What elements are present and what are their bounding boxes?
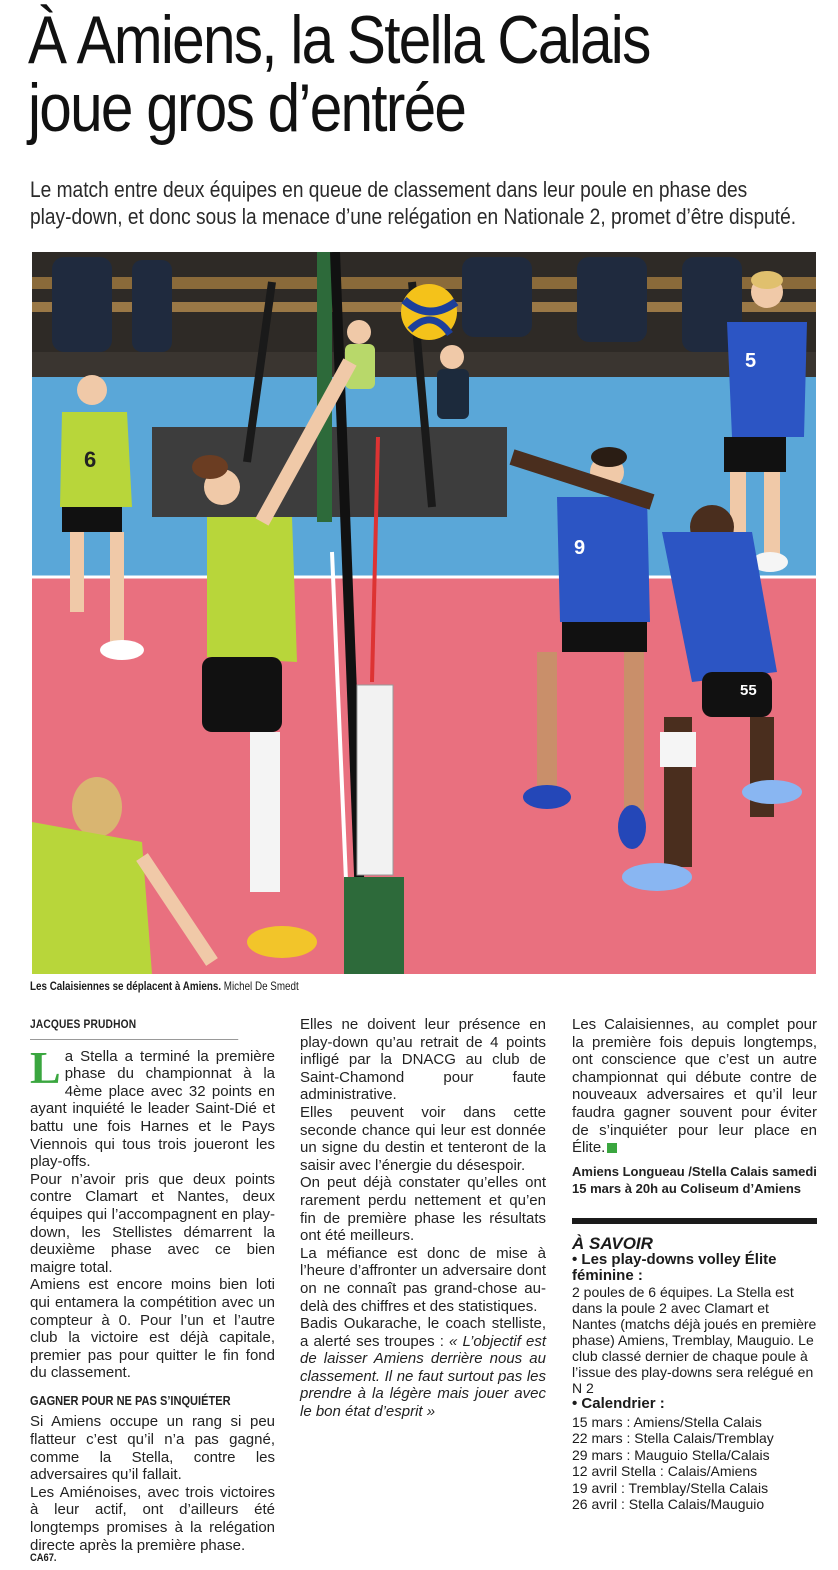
headline — [28, 2, 716, 146]
paragraph-1-text: a Stella a terminé la première phase du championnat à la 4ème place avec 32 points en ayant inquiété le leader Saint-Dié et battu une fois Harnes et le Pays Viennois qui tous trois joueront les play-offs. — [30, 1047, 275, 1171]
headline-line-2: joue gros d’entrée — [28, 70, 466, 146]
jersey-number-6: 6 — [84, 447, 97, 472]
page-reference: CA67. — [30, 1552, 57, 1564]
volleyball-photo — [32, 252, 816, 974]
match-info: Amiens Longueau /Stella Calais samedi 15 mars à 20h au Coliseum d’Amiens — [572, 1163, 817, 1196]
net-post — [357, 685, 393, 875]
paragraph-10 — [300, 1315, 546, 1421]
caption-text: Les Calaisiennes se déplacent à Amiens. — [30, 979, 222, 993]
byline: JACQUES PRUDHON — [30, 1016, 238, 1040]
paragraph-7: Elles peuvent voir dans cette seconde chance qui leur est donnée un signe du destin et tenteront de la saisir avec l’énergie du désespoir. — [300, 1103, 546, 1174]
a-savoir-box — [572, 1218, 817, 1512]
article-column-2 — [300, 1016, 546, 1421]
end-mark-icon — [607, 1143, 617, 1153]
paragraph-4: Si Amiens occupe un rang si peu flatteur c’est qu’il n’a pas gagné, comme la Stella, contre les adversaires qu’il fallait. — [30, 1413, 275, 1484]
paragraph-10-text: Badis Oukarache, le coach stelliste, a alerté ses troupes : — [300, 1315, 546, 1350]
coach-quote: « L’objectif est de laisser Amiens derrière nous au classement. Il ne faut surtout pas les prendre à la légère mais jouer avec le bon état d’esprit » — [300, 1332, 547, 1421]
play-downs-heading: • Les play-downs volley Élite féminine : — [572, 1251, 777, 1284]
calendar-item: 22 mars : Stella Calais/Tremblay — [572, 1430, 774, 1447]
paragraph-3: Amiens est encore moins bien loti qui entamera la compétition avec un compteur à 0. Pour l’un et l’autre club la victoire est déjà capitale, premier pas pour quitter le fin fond du classement. — [30, 1276, 275, 1382]
paragraph-2: Pour n’avoir pris que deux points contre Clamart et Nantes, deux équipes qui l’accompagnent en play-down, les Stellistes démarrent la deuxième phase avec ce bien maigre total. — [30, 1170, 275, 1276]
paragraph-6: Elles ne doivent leur présence en play-down qu’au retrait de 4 points infligé par la DNACG au club de Saint-Chamond pour faute administrative. — [300, 1016, 546, 1104]
paragraph-8: On peut déjà constater qu’elles ont rarement perdu nettement et qu’en fin de première phase les résultats ont été meilleurs. — [300, 1174, 546, 1245]
article-subhead: GAGNER POUR NE PAS S’INQUIÉTER — [30, 1392, 231, 1408]
paragraph-1 — [30, 1041, 275, 1171]
article-column-1 — [30, 1016, 275, 1554]
standfirst-line-1: Le match entre deux équipes en queue de classement dans leur poule en phase des — [30, 177, 748, 202]
net-post-base — [344, 877, 404, 974]
calendar-list — [572, 1414, 817, 1512]
standfirst — [30, 176, 813, 230]
jersey-number-9: 9 — [574, 537, 586, 559]
paragraph-9: La méfiance est donc de mise à l’heure d’affronter un adversaire dont on ne connaît pas grand-chose au-delà des chiffres et des statistiques. — [300, 1244, 546, 1315]
calendar-item: 15 mars : Amiens/Stella Calais — [572, 1414, 762, 1430]
headline-line-1: À Amiens, la Stella Calais — [28, 2, 650, 78]
jersey-number-5: 5 — [745, 350, 757, 372]
calendar-heading: • Calendrier : — [572, 1395, 665, 1412]
a-savoir-title: À SAVOIR — [572, 1234, 653, 1253]
photo-caption — [30, 978, 604, 994]
photo-credit: Michel De Smedt — [223, 979, 299, 993]
volleyball-photo-illustration — [32, 252, 816, 974]
play-downs-text: 2 poules de 6 équipes. La Stella est dans la poule 2 avec Clamart et Nantes (matchs déjà joués en première phase) Amiens, Tremblay, Mauguio. Le club classé dernier de chaque poule à l’issue des play-downs sera relégué en N 2 — [572, 1284, 817, 1396]
paragraph-5: Les Amiénoises, avec trois victoires à leur actif, ont d’ailleurs été longtemps promises à la relégation directe après la première phase. — [30, 1483, 275, 1554]
volleyball — [401, 284, 457, 340]
paragraph-11-text: Les Calaisiennes, au complet pour la première fois depuis longtemps, ont conscience que c’est un autre championnat qui débute contre de nouveaux adversaires et qu’il leur faudra gagner souvent pour éviter de s’inquiéter pour leur place en Élite. — [572, 1016, 817, 1157]
standfirst-line-2: play-down, et donc sous la menace d’une relégation en Nationale 2, promet d’être disputé. — [30, 204, 797, 229]
calendar-item: 19 avril : Tremblay/Stella Calais — [572, 1479, 769, 1496]
paragraph-11 — [572, 1016, 817, 1157]
dropcap: L — [30, 1041, 61, 1093]
jersey-number-55: 55 — [740, 682, 757, 699]
calendar-item: 26 avril : Stella Calais/Mauguio — [572, 1496, 765, 1513]
calendar-item: 29 mars : Mauguio Stella/Calais — [572, 1446, 770, 1463]
calendar-item: 12 avril Stella : Calais/Amiens — [572, 1463, 758, 1480]
article-column-3 — [572, 1016, 817, 1197]
